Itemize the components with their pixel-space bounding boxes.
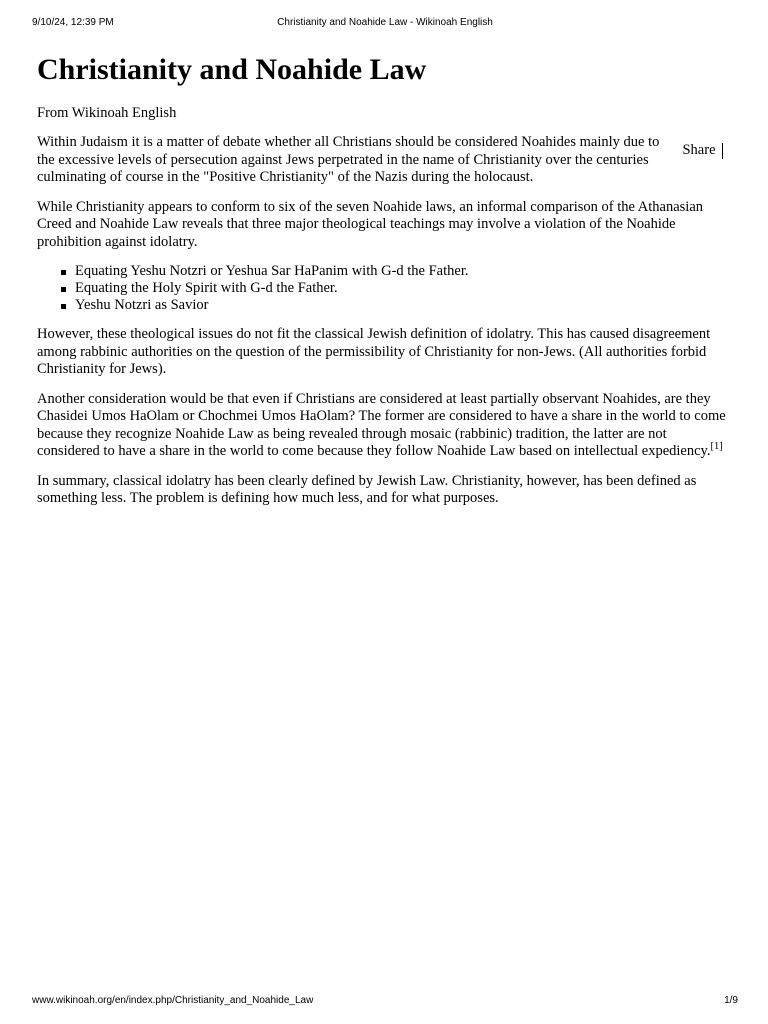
list-item [61, 263, 731, 280]
article-content [37, 50, 731, 520]
share-divider [722, 143, 724, 159]
print-datetime: 9/10/24, 12:39 PM [32, 17, 114, 28]
paragraph-consideration [37, 391, 731, 461]
bullet-icon [61, 287, 66, 292]
list-item-text: Yeshu Notzri as Savior [75, 297, 209, 313]
site-subtitle: From Wikinoah English [37, 105, 177, 121]
print-header [32, 17, 738, 31]
paragraph-summary: In summary, classical idolatry has been clearly defined by Jewish Law. Christianity, however, has been defined as something less. The problem is defining how much less, and for what purposes. [37, 472, 697, 506]
bullet-icon [61, 304, 66, 309]
paragraph-disagreement: However, these theological issues do not fit the classical Jewish definition of idolatry. This has caused disagreement among rabbinic authorities on the question of the permissibility of Christianity for non-Jews. (All authorities forbid Christianity for Jews). [37, 326, 711, 377]
list-item [61, 280, 731, 297]
share-button[interactable] [682, 142, 723, 160]
bullet-icon [61, 270, 66, 275]
print-url: www.wikinoah.org/en/index.php/Christianity_and_Noahide_Law [32, 995, 314, 1006]
paragraph-comparison: While Christianity appears to conform to six of the seven Noahide laws, an informal comparison of the Athanasian Creed and Noahide Law reveals that three major theological teachings may involve a violation of the Noahide prohibition against idolatry. [37, 198, 704, 250]
list-item-text: Equating the Holy Spirit with G-d the Father. [75, 280, 338, 296]
print-footer [32, 995, 738, 1009]
teachings-list [37, 263, 731, 314]
list-item [61, 297, 731, 314]
list-item-text: Equating Yeshu Notzri or Yeshua Sar HaPanim with G-d the Father. [75, 263, 469, 279]
share-label: Share [682, 142, 716, 158]
page-title: Christianity and Noahide Law [37, 53, 427, 86]
print-page-title: Christianity and Noahide Law - Wikinoah English [277, 17, 493, 28]
reference-link-1[interactable]: [1] [710, 441, 723, 453]
page-number: 1/9 [724, 995, 738, 1006]
paragraph-consideration-text: Another consideration would be that even if Christians are considered at least partially observant Noahides, are they Chasidei Umos HaOlam or Chochmei Umos HaOlam? The former are considered to have a share in the world to come because they recognize Noahide Law as being revealed through mosaic (rabbinic) tradition, the latter are not considered to have a share in the world to come because they follow Noahide Law based on intellectual expediency. [37, 390, 726, 459]
paragraph-intro: Within Judaism it is a matter of debate whether all Christians should be considered Noahides mainly due to the excessive levels of persecution against Jews perpetrated in the name of Christianity over the centuries culminating of course in the "Positive Christianity" of the Nazis during the holocaust. [37, 134, 660, 185]
